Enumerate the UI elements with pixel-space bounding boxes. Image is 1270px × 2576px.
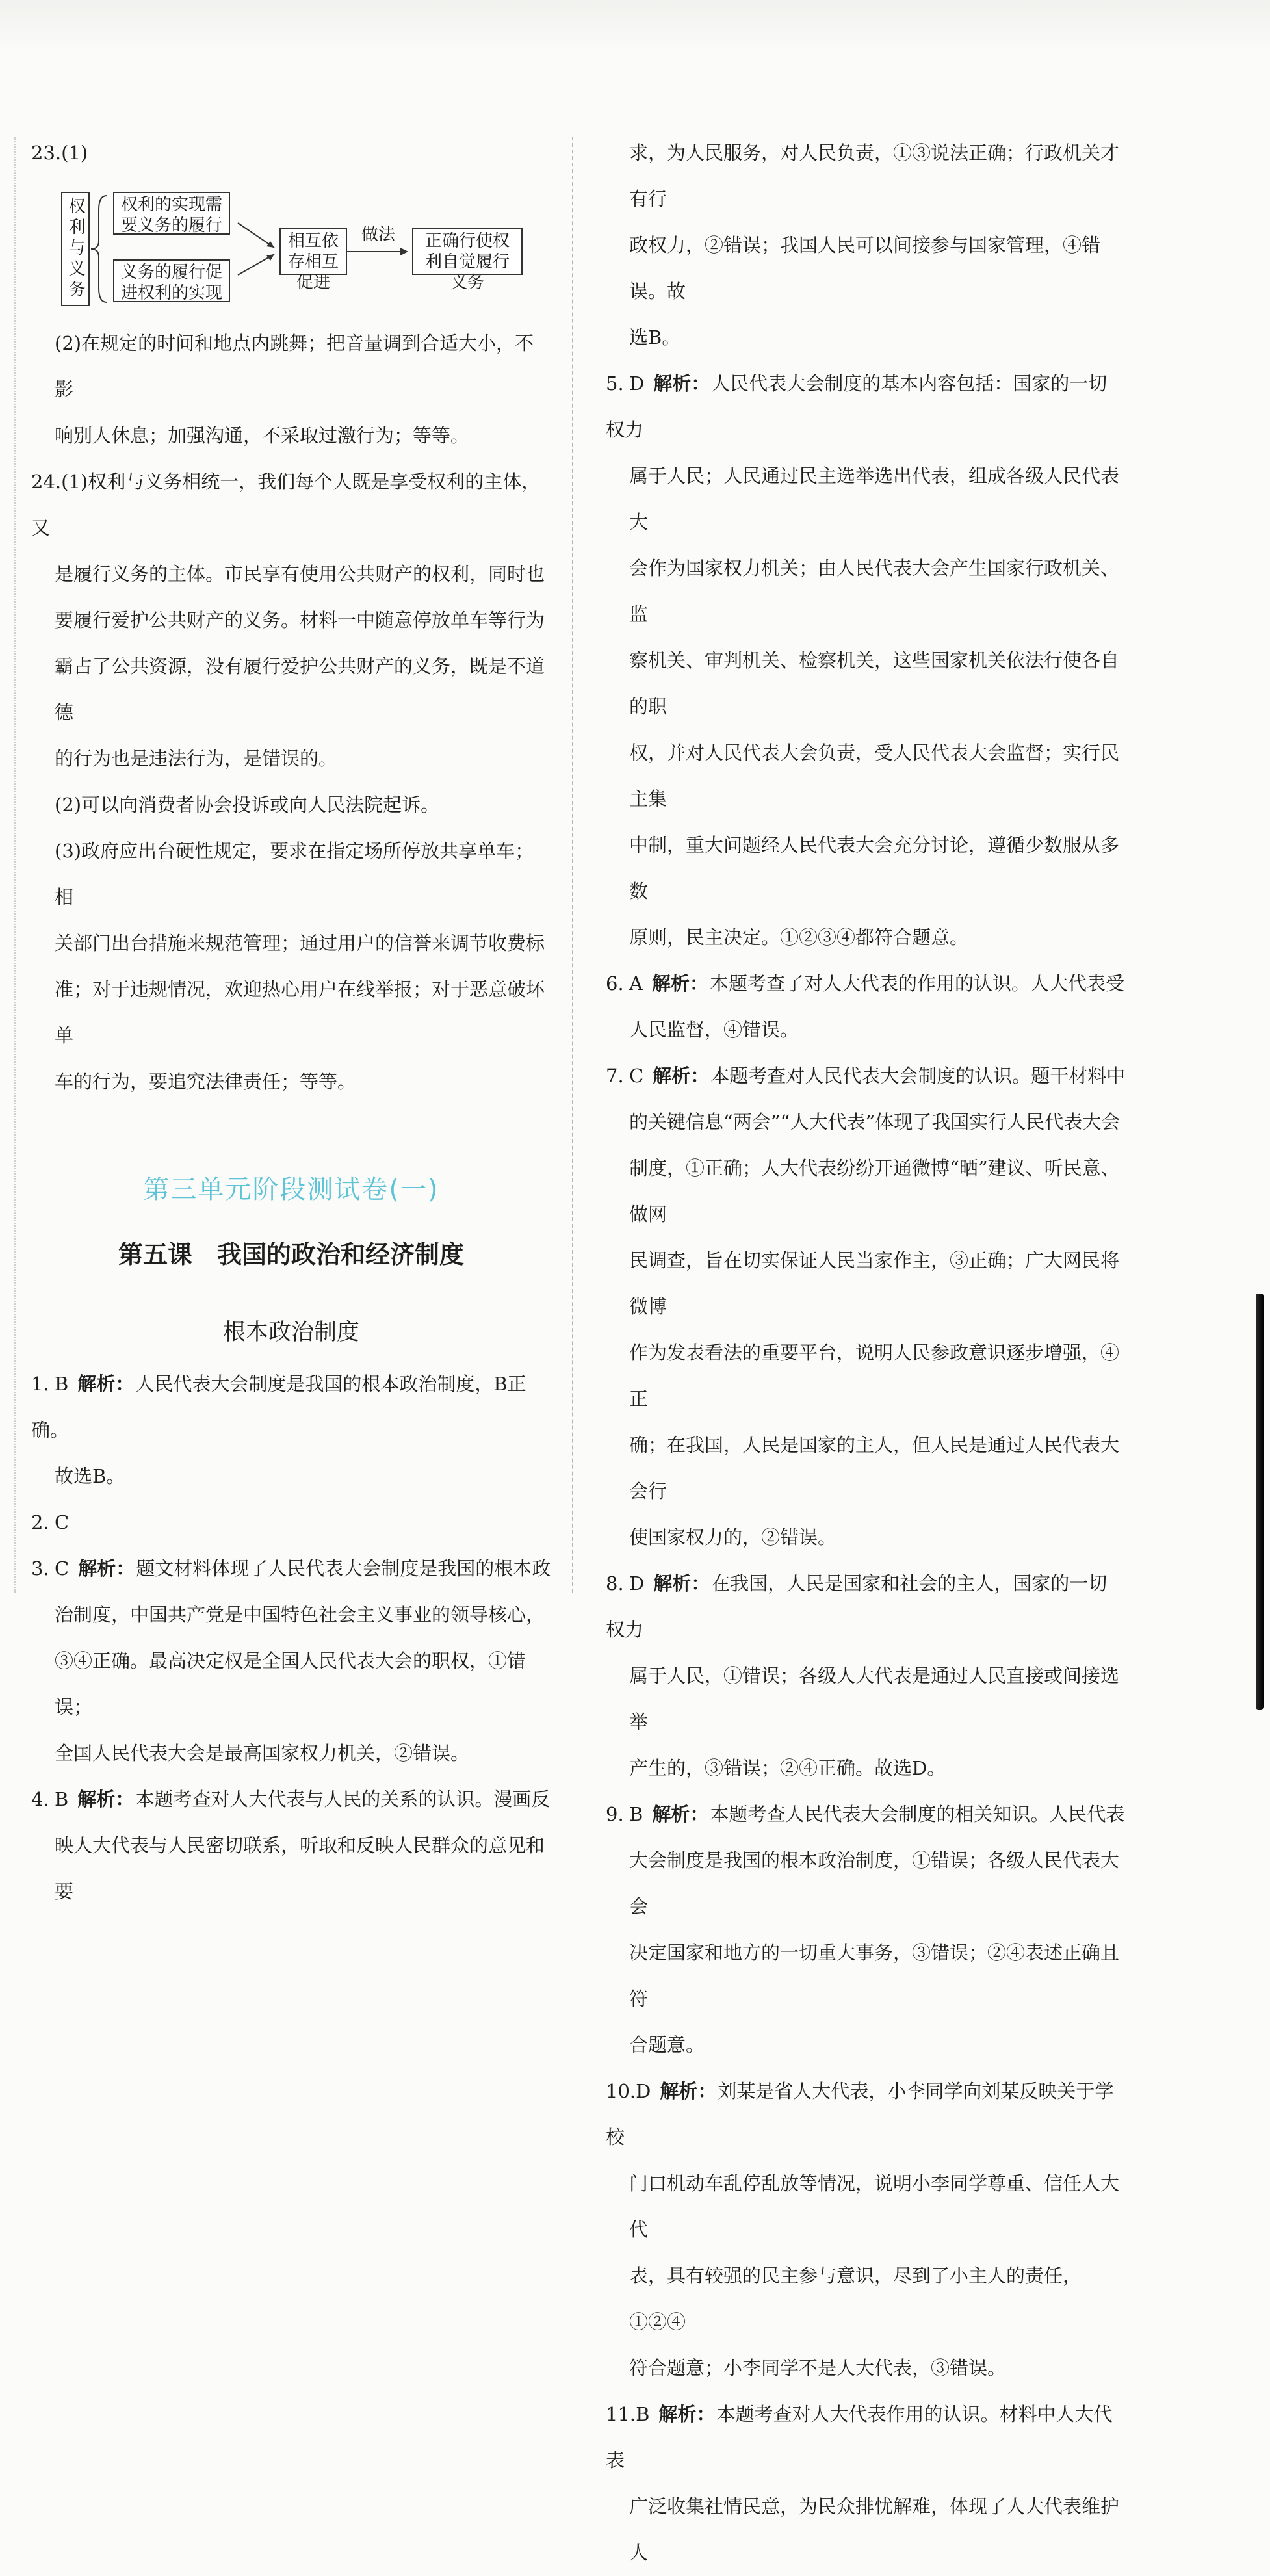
q5-line5: 权，并对人民代表大会负责，受人民代表大会监督；实行民主集	[629, 742, 1120, 810]
rights-duties-diagram	[61, 184, 555, 314]
q10-line1: 10.D 解析：刘某是省人大代表，小李同学向刘某反映关于学校	[606, 2080, 1114, 2148]
q7-line4: 民调查，旨在切实保证人民当家作主，③正确；广大网民将微博	[629, 1249, 1120, 1318]
q24-line9: 准；对于违规情况，欢迎热心用户在线举报；对于恶意破坏单	[55, 978, 545, 1047]
left-margin-rule	[14, 137, 16, 1593]
q4-line4: 政权力，②错误；我国人民可以间接参与国家管理，④错误。故	[629, 234, 1101, 302]
q24-line7: (3)政府应出台硬性规定，要求在指定场所停放共享单车；相	[55, 840, 534, 908]
q2-line1: 2. C	[31, 1511, 70, 1533]
q9-line2: 大会制度是我国的根本政治制度，①错误；各级人民代表大会	[629, 1849, 1120, 1918]
q10-line3: 表，具有较强的民主参与意识，尽到了小主人的责任，①②④	[629, 2265, 1082, 2333]
unit-title: 第三单元阶段测试卷(一)	[143, 1175, 439, 1204]
q7-line2: 的关键信息“两会”“人大代表”体现了我国实行人民代表大会	[629, 1111, 1121, 1133]
q8-line3: 产生的，③错误；②④正确。故选D。	[629, 1757, 946, 1779]
q7-line1: 7. C 解析：本题考查对人民代表大会制度的认识。题干材料中	[606, 1065, 1126, 1087]
q5-line7: 原则，民主决定。①②③④都符合题意。	[629, 926, 969, 948]
q7-line3: 制度，①正确；人大代表纷纷开通微博“晒”建议、听民意、做网	[629, 1157, 1120, 1225]
q8-line1: 8. D 解析：在我国，人民是国家和社会的主人，国家的一切权力	[606, 1572, 1108, 1641]
right-column	[606, 130, 1126, 2576]
diagram-arrow-label: 做法	[361, 225, 396, 244]
diagram-lower-box: 义务的履行促进权利的实现	[113, 259, 230, 302]
q5-line6: 中制，重大问题经人民代表大会充分讨论，遵循少数服从多数	[629, 834, 1120, 902]
q23-part2-line2: 响别人休息；加强沟通，不采取过激行为；等等。	[55, 424, 470, 447]
q5-line4: 察机关、审判机关、检察机关，这些国家机关依法行使各自的职	[629, 649, 1120, 718]
q24-line2: 是履行义务的主体。市民享有使用公共财产的权利，同时也	[55, 563, 545, 585]
q1-line1: 1. B 解析：人民代表大会制度是我国的根本政治制度，B正确。	[31, 1373, 526, 1441]
q9-line3: 决定国家和地方的一切重大事务，③错误；②④表述正确且符	[629, 1942, 1120, 2010]
section-title: 根本政治制度	[222, 1320, 359, 1346]
q11-line2: 广泛收集社情民意，为民众排忧解难，体现了人大代表维护人	[629, 2495, 1120, 2564]
page-edge-shadow	[1256, 1294, 1264, 1710]
q24-line8: 关部门出台措施来规范管理；通过用户的信誉来调节收费标	[55, 932, 545, 954]
q9-line1: 9. B 解析：本题考查人民代表大会制度的相关知识。人民代表	[606, 1803, 1125, 1825]
q4-line2: 映人大代表与人民密切联系，听取和反映人民群众的意见和要	[55, 1834, 545, 1903]
q8-line2: 属于人民，①错误；各级人大代表是通过人民直接或间接选举	[629, 1665, 1120, 1733]
left-column	[31, 130, 551, 1915]
q5-line2: 属于人民；人民通过民主选举选出代表，组成各级人民代表大	[629, 465, 1120, 533]
q3-line4: 全国人民代表大会是最高国家权力机关，②错误。	[55, 1742, 470, 1764]
q23-part2-line1: (2)在规定的时间和地点内跳舞；把音量调到合适大小，不影	[55, 332, 534, 400]
q10-line4: 符合题意；小李同学不是人大代表，③错误。	[629, 2357, 1007, 2379]
diagram-upper-box: 权利的实现需要义务的履行	[113, 192, 230, 235]
q7-line6: 确；在我国，人民是国家的主人，但人民是通过人民代表大会行	[629, 1434, 1120, 1502]
q9-line4: 合题意。	[629, 2034, 705, 2056]
q23-header: 23.(1)	[31, 142, 88, 164]
q1-line2: 故选B。	[55, 1465, 125, 1487]
q4-line3: 求，为人民服务，对人民负责，①③说法正确；行政机关才有行	[629, 142, 1120, 210]
q4-line1: 4. B 解析：本题考查对人大代表与人民的关系的认识。漫画反	[31, 1788, 551, 1810]
q3-line3: ③④正确。最高决定权是全国人民代表大会的职权，①错误；	[55, 1650, 526, 1718]
q10-line2: 门口机动车乱停乱放等情况，说明小李同学尊重、信任人大代	[629, 2172, 1120, 2241]
diagram-rights-duties-box: 权利与义务	[61, 192, 90, 306]
column-divider	[572, 137, 573, 1593]
q7-line7: 使国家权力的，②错误。	[629, 1526, 837, 1548]
q6-line2: 人民监督，④错误。	[629, 1019, 799, 1041]
q24-line5: 的行为也是违法行为，是错误的。	[55, 748, 338, 770]
q7-line5: 作为发表看法的重要平台，说明人民参政意识逐步增强，④正	[629, 1342, 1120, 1410]
q5-line3: 会作为国家权力机关；由人民代表大会产生国家行政机关、监	[629, 557, 1120, 625]
diagram-right-box: 正确行使权利自觉履行义务	[412, 228, 523, 275]
q4-line5: 选B。	[629, 326, 681, 348]
q24-line1: 24.(1)权利与义务相统一，我们每个人既是享受权利的主体，又	[31, 471, 541, 539]
lesson-title: 第五课 我国的政治和经济制度	[118, 1240, 464, 1269]
q24-line4: 霸占了公共资源，没有履行爱护公共财产的义务，既是不道德	[55, 655, 545, 723]
q24-line10: 车的行为，要追究法律责任；等等。	[55, 1071, 357, 1093]
q24-line6: (2)可以向消费者协会投诉或向人民法院起诉。	[55, 794, 440, 816]
q11-line1: 11.B 解析：本题考查对人大代表作用的认识。材料中人大代表	[606, 2403, 1113, 2471]
q24-line3: 要履行爱护公共财产的义务。材料一中随意停放单车等行为	[55, 609, 545, 631]
page-top-strip	[0, 0, 1270, 52]
q5-line1: 5. D 解析：人民代表大会制度的基本内容包括：国家的一切权力	[606, 372, 1108, 441]
q3-line2: 治制度，中国共产党是中国特色社会主义事业的领导核心，	[55, 1604, 545, 1626]
q6-line1: 6. A 解析：本题考查了对人大代表的作用的认识。人大代表受	[606, 972, 1124, 995]
diagram-middle-box: 相互依存相互促进	[279, 228, 347, 275]
q3-line1: 3. C 解析：题文材料体现了人民代表大会制度是我国的根本政	[31, 1557, 551, 1580]
